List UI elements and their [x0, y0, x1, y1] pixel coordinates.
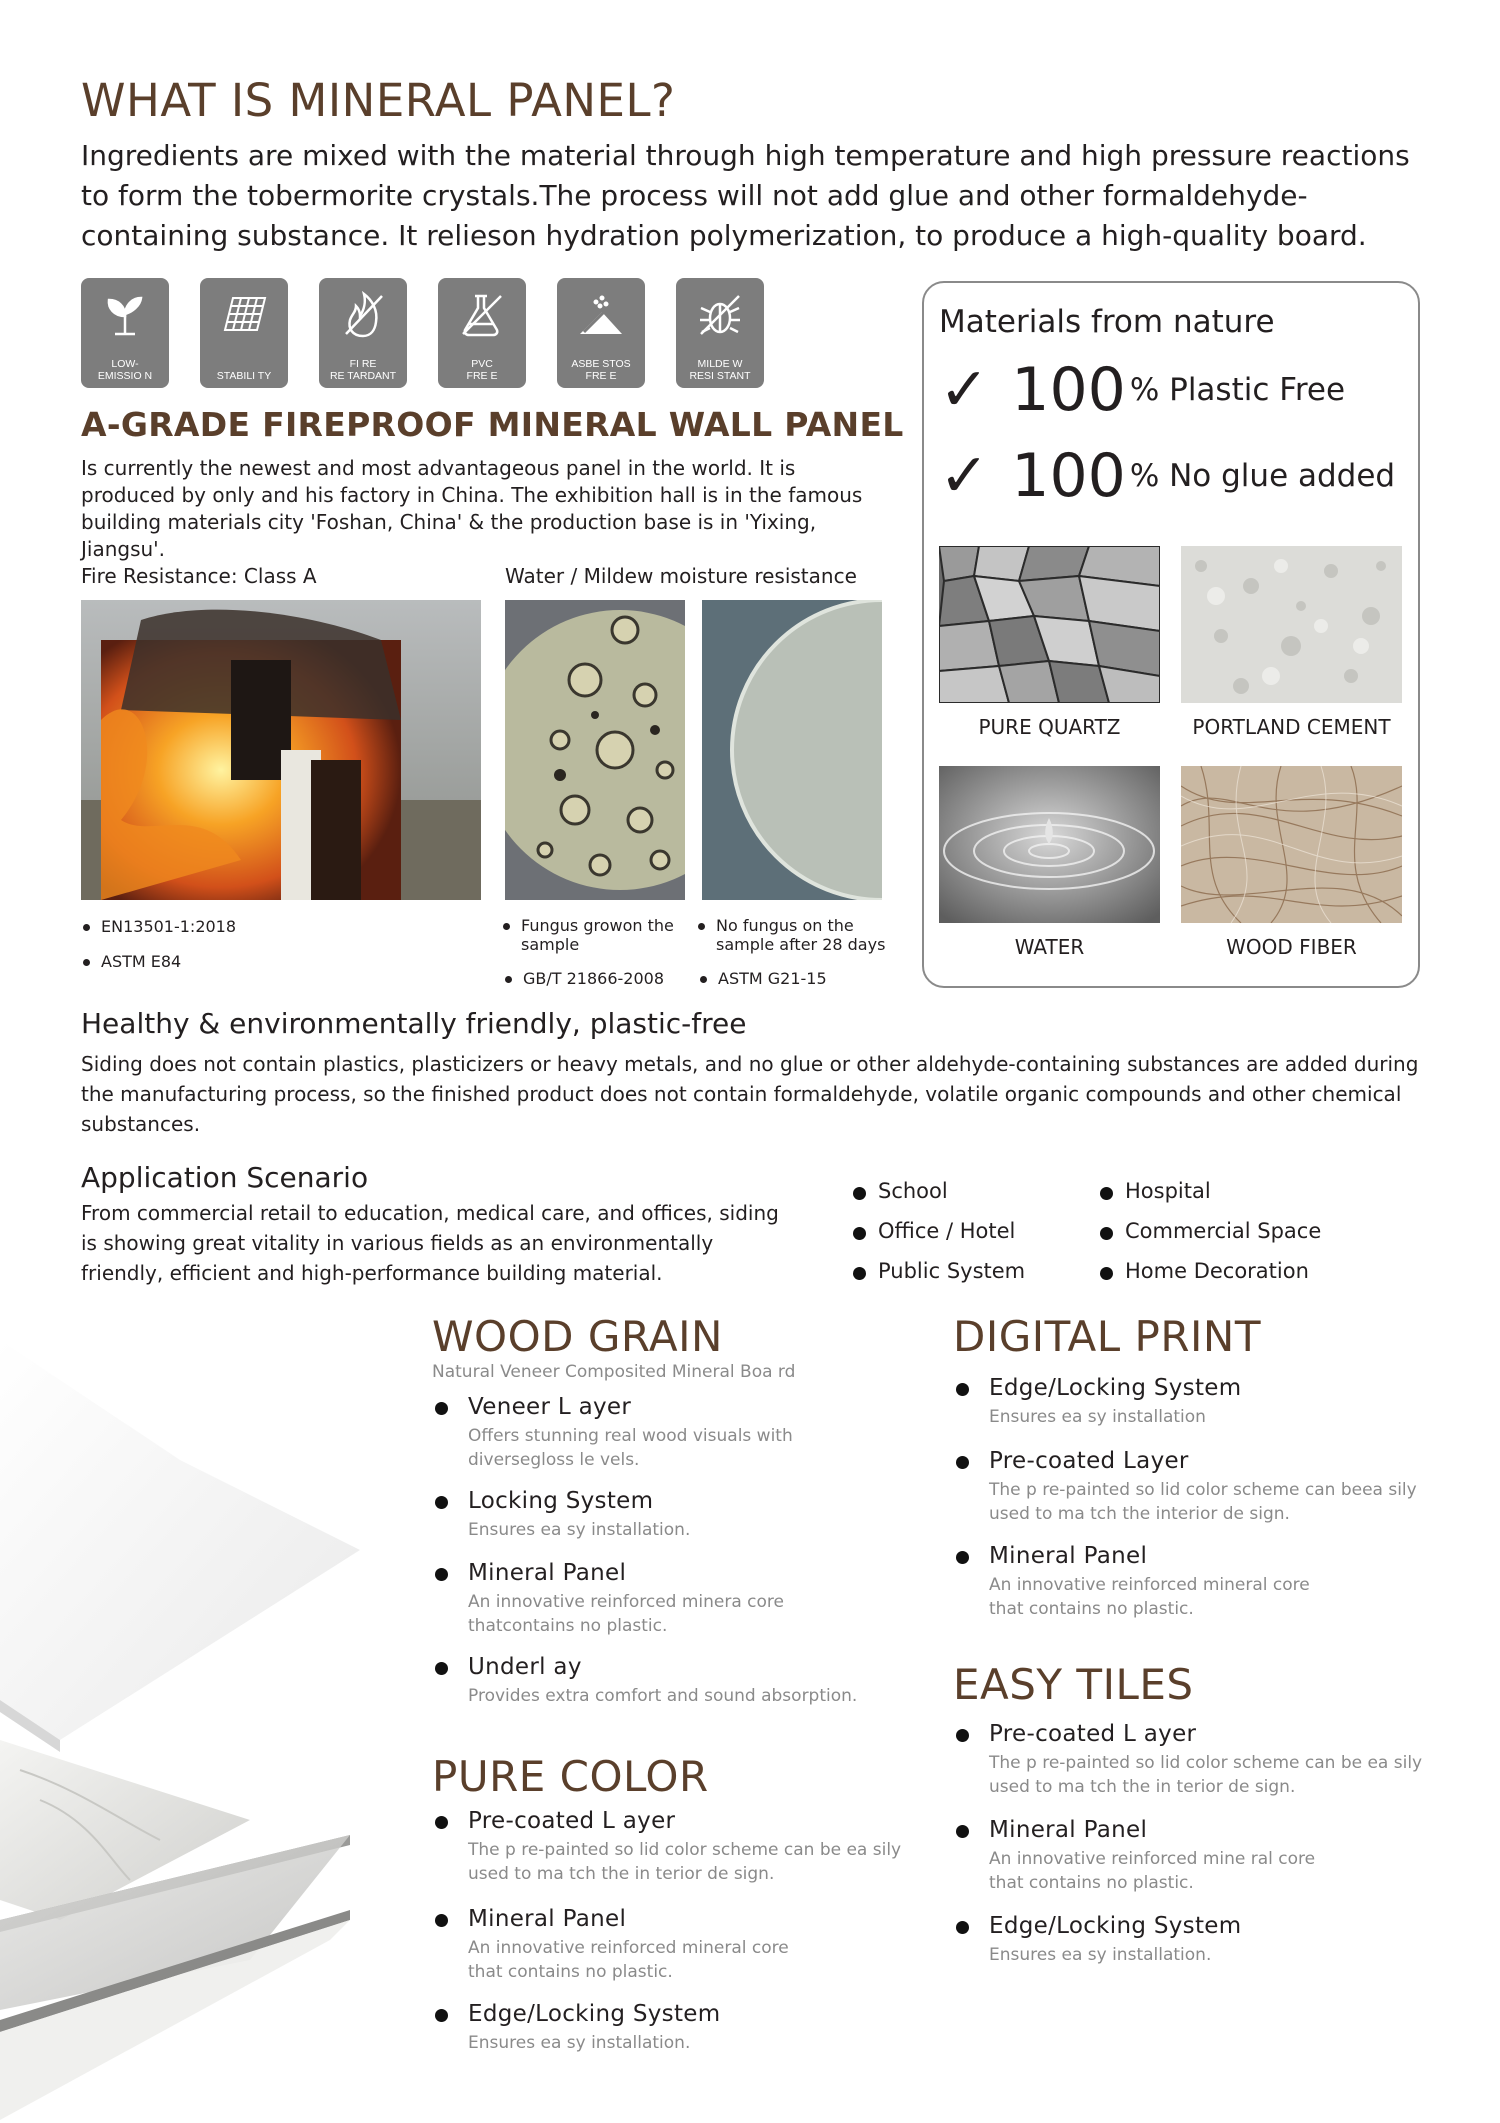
item-description: An innovative reinforced mineral core that contains no plastic.: [468, 1938, 789, 1982]
no-fungus-sample-photo: [702, 600, 882, 900]
easy-tiles-title: EASY TILES: [953, 1660, 1194, 1709]
feature-stability: [200, 278, 288, 388]
feature-mildew-resistant: [676, 278, 764, 388]
app-item-school: School: [850, 1179, 948, 1203]
item-title: Pre-coated Layer: [989, 1448, 1189, 1474]
app-item-home-decoration: Home Decoration: [1097, 1259, 1309, 1283]
no-fungus-standard: ASTM G21-15: [698, 969, 827, 988]
item-description: The p re-painted so lid color scheme can beea sily used to ma tch the interior de sign.: [989, 1480, 1417, 1524]
fire-standard-2: ASTM E84: [81, 952, 181, 971]
item-title: Pre-coated L ayer: [468, 1808, 676, 1834]
pure-color-item: [432, 1999, 892, 2055]
feature-asbestos-free: [557, 278, 645, 388]
item-title: Mineral Panel: [989, 1543, 1148, 1569]
grade-title: A-GRADE FIREPROOF MINERAL WALL PANEL: [81, 405, 904, 444]
fungus-sample-photo: [505, 600, 685, 900]
feature-label: ASBE STOS FRE E: [571, 358, 631, 382]
item-title: Mineral Panel: [468, 1906, 627, 1932]
application-heading: Application Scenario: [81, 1161, 369, 1194]
wood-grain-item: [432, 1558, 892, 1638]
item-description: Ensures ea sy installation.: [989, 1945, 1212, 1965]
grid-icon: [219, 290, 269, 340]
easy-tiles-item: [953, 1719, 1423, 1799]
feature-label: LOW- EMISSIO N: [97, 358, 153, 382]
item-title: Edge/Locking System: [468, 2001, 721, 2027]
intro-paragraph: Ingredients are mixed with the material through high temperature and high pressure reactions to form the tobermorite crystals.The process will not add glue and other formaldehyde-containing substance. It relieson hydration polymerization, to produce a high-quality board.: [81, 139, 1410, 252]
feature-fire-retardant: [319, 278, 407, 388]
claim-value: 100: [1011, 355, 1126, 425]
item-title: Mineral Panel: [989, 1817, 1148, 1843]
cement-photo: [1181, 546, 1402, 703]
item-title: Locking System: [468, 1488, 654, 1514]
item-title: Edge/Locking System: [989, 1375, 1242, 1401]
app-item-commercial-space: Commercial Space: [1097, 1219, 1321, 1243]
feature-pvc-free: [438, 278, 526, 388]
digital-print-item: [953, 1541, 1413, 1621]
pure-color-item: [432, 1904, 892, 1984]
item-description: The p re-painted so lid color scheme can be ea sily used to ma tch the in terior de sign.: [468, 1840, 902, 1884]
claim-value: 100: [1011, 441, 1126, 511]
flask-icon: [457, 290, 507, 340]
feature-label: FI RE RE TARDANT: [329, 358, 397, 382]
item-title: Edge/Locking System: [989, 1913, 1242, 1939]
check-icon: ✓: [939, 355, 990, 425]
item-description: Ensures ea sy installation.: [468, 2033, 691, 2053]
pure-color-title: PURE COLOR: [432, 1752, 709, 1801]
material-label-water: WATER: [1014, 935, 1085, 959]
digital-print-title: DIGITAL PRINT: [953, 1312, 1262, 1361]
item-description: Ensures ea sy installation: [989, 1407, 1206, 1427]
wood-grain-item: [432, 1652, 892, 1708]
water-photo: [939, 766, 1160, 923]
panel-layers-illustration: [0, 1320, 420, 2120]
wood-grain-item: [432, 1486, 892, 1542]
item-description: The p re-painted so lid color scheme can be ea sily used to ma tch the in terior de sign.: [989, 1753, 1423, 1797]
app-item-public-system: Public System: [850, 1259, 1025, 1283]
app-item-hospital: Hospital: [1097, 1179, 1211, 1203]
claim-text: % No glue added: [1129, 458, 1396, 494]
item-title: Underl ay: [468, 1654, 582, 1680]
feature-label: STABILI TY: [216, 370, 272, 382]
material-label-quartz: PURE QUARTZ: [978, 715, 1121, 739]
asbestos-icon: [576, 290, 626, 340]
app-item-office-hotel: Office / Hotel: [850, 1219, 1015, 1243]
feature-low-emission: [81, 278, 169, 388]
quartz-photo: [939, 546, 1160, 703]
material-label-cement: PORTLAND CEMENT: [1192, 715, 1391, 739]
item-description: An innovative reinforced mine ral core that contains no plastic.: [989, 1849, 1316, 1893]
material-label-wood-fiber: WOOD FIBER: [1226, 935, 1357, 959]
no-fungus-note: No fungus on the sample after 28 days: [696, 916, 896, 954]
flame-icon: [338, 290, 388, 340]
sprout-icon: [100, 290, 150, 340]
wood-grain-subtitle: Natural Veneer Composited Mineral Boa rd: [432, 1362, 796, 1382]
easy-tiles-item: [953, 1911, 1413, 1967]
item-description: An innovative reinforced minera core thatcontains no plastic.: [468, 1592, 784, 1636]
fungus-note: Fungus growon the sample: [501, 916, 701, 954]
digital-print-item: [953, 1373, 1413, 1429]
item-title: Pre-coated L ayer: [989, 1721, 1197, 1747]
healthy-heading: Healthy & environmentally friendly, plastic-free: [81, 1007, 747, 1040]
easy-tiles-item: [953, 1815, 1413, 1895]
digital-print-item: [953, 1446, 1417, 1526]
item-description: An innovative reinforced mineral core that contains no plastic.: [989, 1575, 1310, 1619]
item-description: Offers stunning real wood visuals with diversegloss le vels.: [468, 1426, 793, 1470]
fire-caption: Fire Resistance: Class A: [81, 564, 317, 588]
wood-grain-title: WOOD GRAIN: [432, 1312, 723, 1361]
application-text: From commercial retail to education, medical care, and offices, siding is showing great vitality in various fields as an environmentally friendly, efficient and high-performance building material.: [81, 1201, 779, 1285]
feature-label: MILDE W RESI STANT: [689, 358, 751, 382]
claim-text: % Plastic Free: [1129, 372, 1346, 408]
materials-title: Materials from nature: [939, 304, 1275, 340]
item-title: Mineral Panel: [468, 1560, 627, 1586]
water-caption: Water / Mildew moisture resistance: [505, 564, 857, 588]
healthy-text: Siding does not contain plastics, plasticizers or heavy metals, and no glue or other aldehyde-containing substances are added during the manufacturing process, so the finished product does not contain formaldehyde, volatile organic compounds and other chemical substances.: [81, 1052, 1419, 1136]
item-title: Veneer L ayer: [468, 1394, 632, 1420]
fire-test-photo: [81, 600, 481, 900]
fungus-standard: GB/T 21866-2008: [503, 969, 664, 988]
item-description: Provides extra comfort and sound absorption.: [468, 1686, 858, 1706]
pure-color-item: [432, 1806, 902, 1886]
item-description: Ensures ea sy installation.: [468, 1520, 691, 1540]
bug-icon: [695, 290, 745, 340]
feature-label: PVC FRE E: [466, 358, 498, 382]
wood-fiber-photo: [1181, 766, 1402, 923]
claim-plastic-free: [939, 355, 1345, 425]
fire-standard-1: EN13501-1:2018: [81, 917, 236, 936]
grade-description: Is currently the newest and most advantageous panel in the world. It is produced by only and his factory in China. The exhibition hall is in the famous building materials city 'Foshan, China' & the production base is in 'Yixing, Jiangsu'.: [81, 456, 863, 561]
claim-no-glue: [939, 441, 1395, 511]
wood-grain-item: [432, 1392, 892, 1472]
check-icon: ✓: [939, 441, 990, 511]
page-title: WHAT IS MINERAL PANEL?: [81, 74, 676, 127]
